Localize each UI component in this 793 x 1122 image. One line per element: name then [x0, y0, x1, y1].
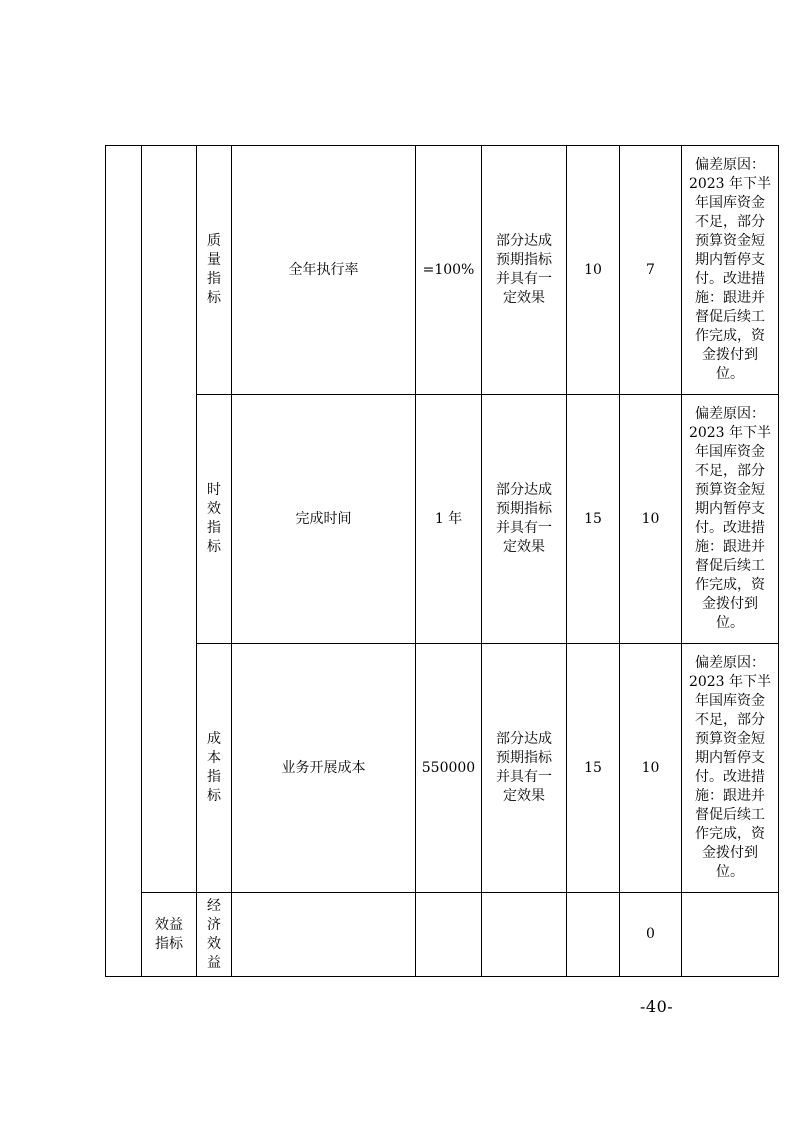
level2-cell: 效益 指标 [142, 893, 197, 977]
weight-cell: 10 [567, 146, 620, 395]
level2-cell [142, 146, 197, 893]
score-cell: 7 [620, 146, 682, 395]
category-cell: 质 量 指 标 [197, 146, 232, 395]
note-cell: 偏差原因： 2023 年下半 年国库资金 不足，部分 预算资金短 期内暂停支 付。改进措 施：跟进并 督促后续工 作完成，资 金拨付到 位。 [682, 395, 779, 644]
indicator-cell [232, 893, 416, 977]
result-cell [482, 893, 567, 977]
category-cell: 时 效 指 标 [197, 395, 232, 644]
target-cell: 1 年 [416, 395, 482, 644]
score-cell: 0 [620, 893, 682, 977]
target-cell: =100% [416, 146, 482, 395]
score-cell: 10 [620, 395, 682, 644]
table-row [106, 146, 779, 395]
result-cell: 部分达成 预期指标 并具有一 定效果 [482, 644, 567, 893]
indicator-cell: 业务开展成本 [232, 644, 416, 893]
note-cell [682, 893, 779, 977]
table-row [106, 893, 779, 977]
level1-cell [106, 146, 142, 977]
category-cell: 经 济 效 益 [197, 893, 232, 977]
result-cell: 部分达成 预期指标 并具有一 定效果 [482, 395, 567, 644]
target-cell: 550000 [416, 644, 482, 893]
weight-cell: 15 [567, 644, 620, 893]
score-cell: 10 [620, 644, 682, 893]
indicator-cell: 全年执行率 [232, 146, 416, 395]
target-cell [416, 893, 482, 977]
weight-cell: 15 [567, 395, 620, 644]
result-cell: 部分达成 预期指标 并具有一 定效果 [482, 146, 567, 395]
category-cell: 成 本 指 标 [197, 644, 232, 893]
weight-cell [567, 893, 620, 977]
table-row [106, 644, 779, 893]
table-row [106, 395, 779, 644]
indicator-cell: 完成时间 [232, 395, 416, 644]
note-cell: 偏差原因： 2023 年下半 年国库资金 不足，部分 预算资金短 期内暂停支 付。改进措 施：跟进并 督促后续工 作完成，资 金拨付到 位。 [682, 146, 779, 395]
performance-table [105, 145, 779, 977]
page-number: -40- [640, 997, 674, 1016]
note-cell: 偏差原因： 2023 年下半 年国库资金 不足，部分 预算资金短 期内暂停支 付。改进措 施：跟进并 督促后续工 作完成，资 金拨付到 位。 [682, 644, 779, 893]
